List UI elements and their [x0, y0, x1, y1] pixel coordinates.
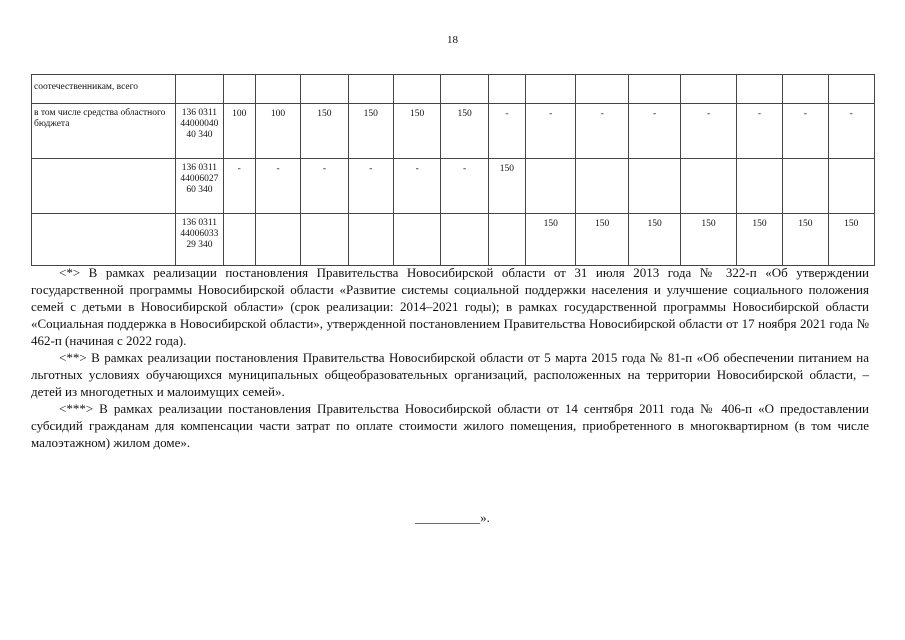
value-cell: 150 — [393, 104, 440, 159]
budget-code-line: 44006033 — [180, 229, 219, 239]
budget-code-line: 136 0311 — [181, 163, 218, 173]
value-cell — [255, 214, 300, 266]
value-cell — [393, 214, 440, 266]
value-cell — [576, 159, 628, 214]
value-cell: - — [301, 159, 348, 214]
value-cell — [255, 75, 300, 104]
closing-mark: __________». — [415, 510, 490, 525]
footnote-3: <***> В рамках реализации постановления Правительства Новосибирской области от 14 сентября 2011 года № 406-п «О предоставлении субсидий гражданам для компенсации части затрат по оплате стоимости жилого помещения, приобретенного в многоквартирном (в том числе малоэтажном) жилом доме». — [31, 401, 869, 450]
row-label — [32, 159, 176, 214]
value-cell — [736, 75, 782, 104]
page-number: 18 — [447, 34, 458, 46]
value-cell — [223, 75, 255, 104]
value-cell — [488, 75, 525, 104]
value-cell: - — [576, 104, 628, 159]
value-cell — [783, 75, 828, 104]
value-cell: 150 — [576, 214, 628, 266]
value-cell: 150 — [681, 214, 736, 266]
budget-code-cell — [176, 214, 223, 266]
value-cell: 150 — [348, 104, 393, 159]
budget-code-line: 60 340 — [186, 185, 213, 195]
footnotes — [31, 264, 869, 451]
budget-code-cell — [176, 75, 223, 104]
value-cell — [348, 214, 393, 266]
value-cell: - — [681, 104, 736, 159]
value-cell: 100 — [223, 104, 255, 159]
value-cell — [828, 159, 874, 214]
value-cell — [628, 75, 680, 104]
budget-code-line: 136 0311 — [181, 218, 218, 228]
table-row — [32, 104, 875, 159]
value-cell: - — [348, 159, 393, 214]
value-cell: 150 — [441, 104, 488, 159]
table-row — [32, 159, 875, 214]
value-cell: 150 — [628, 214, 680, 266]
table-row — [32, 214, 875, 266]
value-cell: - — [783, 104, 828, 159]
budget-code-line: 136 0311 — [181, 108, 218, 118]
value-cell: 150 — [488, 159, 525, 214]
value-cell: - — [393, 159, 440, 214]
value-cell: 150 — [736, 214, 782, 266]
value-cell — [348, 75, 393, 104]
value-cell — [681, 159, 736, 214]
budget-code-line: 44000040 — [180, 119, 219, 129]
value-cell: 150 — [301, 104, 348, 159]
value-cell: 100 — [255, 104, 300, 159]
value-cell: 150 — [828, 214, 874, 266]
value-cell: 150 — [526, 214, 576, 266]
value-cell: - — [255, 159, 300, 214]
budget-code-cell — [176, 104, 223, 159]
value-cell: 150 — [783, 214, 828, 266]
budget-code-line: 40 340 — [186, 130, 213, 140]
value-cell: - — [828, 104, 874, 159]
value-cell — [681, 75, 736, 104]
value-cell — [301, 214, 348, 266]
value-cell: - — [628, 104, 680, 159]
value-cell — [628, 159, 680, 214]
row-label: соотечественникам, всего — [32, 75, 176, 104]
value-cell — [393, 75, 440, 104]
budget-code-cell — [176, 159, 223, 214]
value-cell: - — [441, 159, 488, 214]
budget-table — [31, 74, 875, 266]
value-cell — [526, 75, 576, 104]
value-cell — [223, 214, 255, 266]
footnote-1: <*> В рамках реализации постановления Правительства Новосибирской области от 31 июля 2013 года № 322-п «Об утверждении государственной программы Новосибирской области «Развитие системы социальной поддержки населения и улучшение социального положения семей с детьми в Новосибирской области» (срок реализации: 2014–2021 годы); в рамках государственной программы Новосибирской области «Социальная поддержка в Новосибирской области», утвержденной постановлением Правительства Новосибирской области от 17 ноября 2021 года № 462-п (начиная с 2022 года). — [31, 265, 869, 348]
value-cell: - — [488, 104, 525, 159]
value-cell — [441, 214, 488, 266]
value-cell — [736, 159, 782, 214]
value-cell: - — [736, 104, 782, 159]
row-label: в том числе средства областного бюджета — [32, 104, 176, 159]
table-row — [32, 75, 875, 104]
budget-code-line: 29 340 — [186, 240, 213, 250]
value-cell — [783, 159, 828, 214]
footnote-2: <**> В рамках реализации постановления Правительства Новосибирской области от 5 марта 2015 года № 81-п «Об обеспечении питанием на льготных условиях обучающихся муниципальных общеобразовательных организаций, расположенных на территории Новосибирской области, – детей из многодетных и малоимущих семей». — [31, 350, 869, 399]
value-cell — [301, 75, 348, 104]
value-cell — [576, 75, 628, 104]
value-cell: - — [223, 159, 255, 214]
value-cell — [828, 75, 874, 104]
value-cell — [441, 75, 488, 104]
value-cell — [526, 159, 576, 214]
row-label — [32, 214, 176, 266]
value-cell: - — [526, 104, 576, 159]
budget-code-line: 44006027 — [180, 174, 219, 184]
value-cell — [488, 214, 525, 266]
